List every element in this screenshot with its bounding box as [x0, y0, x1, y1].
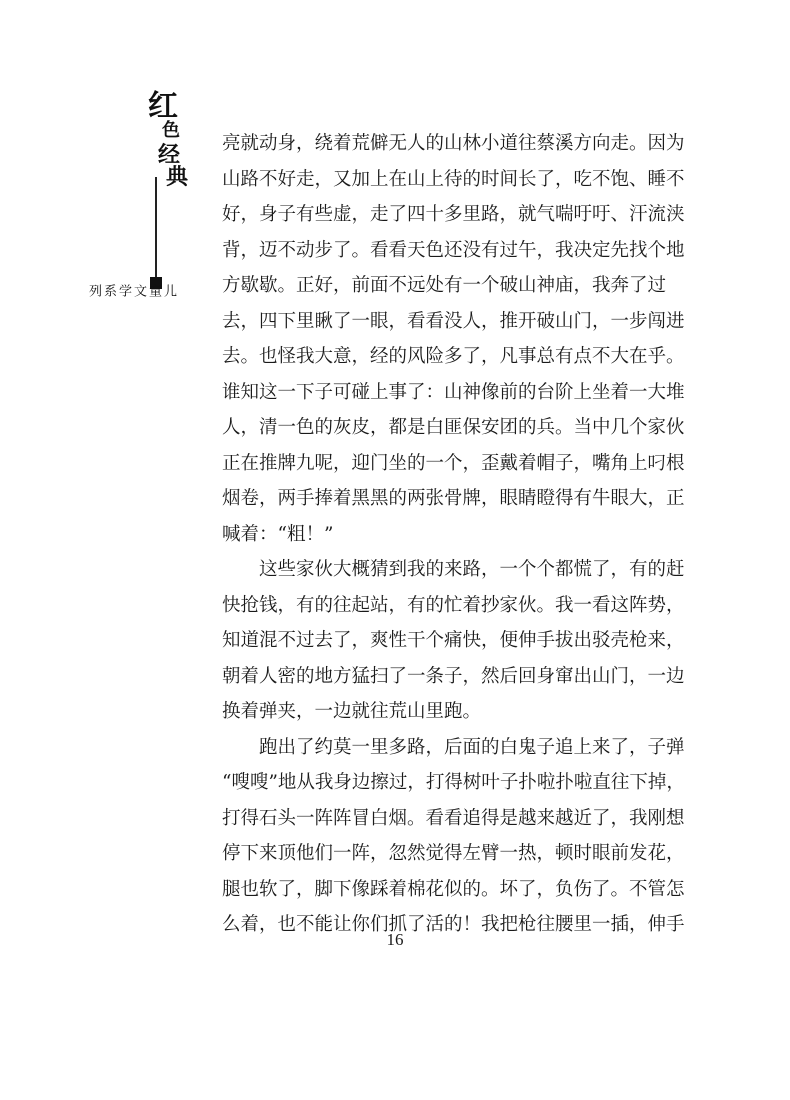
text-line: 喊着：“粗！” — [222, 523, 334, 545]
text-line: 背，迈不动步了。看看天色还没有过午，我决定先找个地 — [222, 239, 685, 261]
banner-divider — [155, 177, 157, 289]
text-line: 换着弹夹，一边就往荒山里跑。 — [222, 701, 482, 722]
text-line: 知道混不过去了，爽性干个痛快，便伸手拔出驳壳枪来， — [222, 630, 685, 651]
page-number: 16 — [386, 930, 404, 949]
text-line: 人，清一色的灰皮，都是白匪保安团的兵。当中几个家伙 — [222, 417, 685, 438]
text-line: 去。也怪我大意，经的风险多了，凡事总有点不大在乎。 — [222, 346, 685, 367]
text-line: 朝着人密的地方猛扫了一条子，然后回身窜出山门，一边 — [222, 665, 685, 687]
text-line: 谁知这一下子可碰上事了：山神像前的台阶上坐着一大堆 — [222, 381, 685, 403]
series-banner — [86, 89, 190, 297]
series-title-char: 红 — [148, 89, 178, 124]
text-line: 烟卷，两手捧着黑黑的两张骨牌，眼睛瞪得有牛眼大，正 — [222, 488, 685, 509]
text-line: 打得石头一阵阵冒白烟。看看追得是越来越近了，我刚想 — [222, 807, 685, 829]
series-title-char: 色 — [162, 120, 180, 141]
series-title — [140, 89, 190, 190]
text-line: 快抢钱，有的往起站，有的忙着抄家伙。我一看这阵势， — [222, 594, 685, 616]
text-line: 停下来顶他们一阵，忽然觉得左臂一热，顿时眼前发花， — [222, 843, 685, 864]
series-subtitle: 儿童文学系列 — [86, 284, 176, 297]
text-line: 去，四下里瞅了一眼，看看没人，推开破山门，一步闯进 — [222, 310, 685, 332]
text-line: 方歇歇。正好，前面不远处有一个破山神庙，我奔了过 — [222, 275, 667, 296]
body-text — [222, 126, 685, 943]
text-line: 山路不好走，又加上在山上待的时间长了，吃不饱、睡不 — [222, 168, 685, 190]
text-line: 好，身子有些虚，走了四十多里路，就气喘吁吁、汗流浃 — [222, 204, 685, 225]
text-line: 亮就动身，绕着荒僻无人的山林小道往蔡溪方向走。因为 — [222, 133, 685, 154]
series-title-char: 经 — [158, 142, 181, 168]
text-line: 腿也软了，脚下像踩着棉花似的。坏了，负伤了。不管怎 — [222, 878, 685, 900]
series-title-char: 典 — [166, 164, 189, 190]
text-line: “嗖嗖”地从我身边擦过，打得树叶子扑啦扑啦直往下掉， — [222, 772, 685, 793]
text-line: 跑出了约莫一里多路，后面的白鬼子追上来了，子弹 — [259, 736, 685, 758]
text-line: 这些家伙大概猜到我的来路，一个个都慌了，有的赶 — [259, 559, 685, 580]
text-line: 正在推牌九呢，迎门坐的一个，歪戴着帽子，嘴角上叼根 — [222, 452, 685, 474]
text-line: 么着，也不能让你们抓了活的！我把枪往腰里一插，伸手 — [222, 914, 685, 935]
